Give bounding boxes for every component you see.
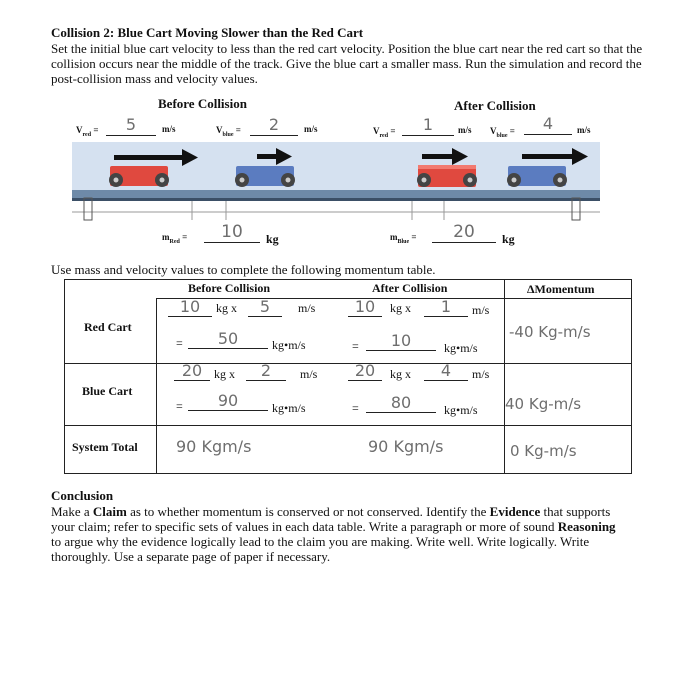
row-label-blue-cart: Blue Cart <box>82 384 133 398</box>
unit-ms: m/s <box>458 125 472 135</box>
unit-ms: m/s <box>304 124 318 134</box>
col-header-delta: ΔMomentum <box>527 282 595 296</box>
mass-row <box>162 224 562 248</box>
red-before-mass-velocity: 10 kg x 5 m/s <box>168 299 340 321</box>
mass-red-unit: kg <box>266 232 279 246</box>
velocity-row <box>76 114 686 143</box>
col-header-before: Before Collision <box>188 281 271 295</box>
blue-after-momentum: = 80 kg•m/s <box>352 393 478 417</box>
red-after-momentum: = 10 kg•m/s <box>352 331 478 355</box>
total-after: 90 Kgm/s <box>368 437 444 456</box>
instructions-text: Set the initial blue cart velocity to less than the red cart velocity. Position the blue cart near the red cart so that the collision occurs near the middle of the track. Give the blue cart a smaller mass. Run the simulation and record the post-collision mass and velocity values. <box>51 41 643 86</box>
momentum-table <box>64 279 634 475</box>
row-label-red-cart: Red Cart <box>84 320 132 334</box>
mass-blue-unit: kg <box>502 232 515 246</box>
vblue-before-value: 2 <box>250 115 298 136</box>
vblue-after-value: 4 <box>524 114 572 135</box>
page-title: Collision 2: Blue Cart Moving Slower than the Red Cart <box>51 25 364 40</box>
blue-cart-before <box>235 166 295 187</box>
vblue-before-label: $V_{blue}$ = <box>216 125 241 138</box>
mass-blue-value: 20 <box>432 222 496 243</box>
unit-ms: m/s <box>162 124 176 134</box>
blue-after-mass-velocity: 20 kg x 4 m/s <box>348 363 500 385</box>
blue-delta-momentum: 40 Kg-m/s <box>505 395 582 413</box>
vblue-after-label: $V_{blue}$ = <box>490 126 515 139</box>
red-after-mass-velocity: 10 kg x 1 m/s <box>348 299 500 321</box>
blue-before-momentum: = 90 kg•m/s <box>176 391 306 415</box>
row-label-system-total: System Total <box>72 440 138 454</box>
blue-before-mass-velocity: 20 kg x 2 m/s <box>174 363 346 385</box>
conclusion-text: Make a Claim as to whether momentum is conserved or not conserved. Identify the Evidence that supports your claim; refer to specific sets of values in each data table. Write a paragraph or more of sound Reasoning to argue why the evidence logically lead to the claim you are making. Write well. Write logically. Write thoroughly. Use a separate page of paper if necessary. <box>51 504 616 564</box>
track <box>72 190 600 220</box>
col-header-after: After Collision <box>372 281 448 295</box>
before-collision-heading: Before Collision <box>158 96 247 111</box>
unit-ms: m/s <box>577 125 591 135</box>
red-cart-after <box>417 165 477 187</box>
mass-red-value: 10 <box>204 222 260 243</box>
table-instruction: Use mass and velocity values to complete the following momentum table. <box>51 262 436 277</box>
collision-track-illustration <box>72 142 600 232</box>
vred-before-value: 5 <box>106 115 156 136</box>
conclusion-heading: Conclusion <box>51 488 114 503</box>
vred-after-label: $V_{red}$ = <box>373 126 396 139</box>
total-before: 90 Kgm/s <box>176 437 252 456</box>
vred-before-label: $V_{red}$ = <box>76 125 99 138</box>
mass-red-label: $m_{Red}$ = <box>162 232 188 245</box>
red-before-momentum: = 50 kg•m/s <box>176 329 306 352</box>
red-cart-before <box>109 166 169 187</box>
after-collision-heading: After Collision <box>454 98 536 113</box>
total-delta: 0 Kg-m/s <box>510 442 577 460</box>
vred-after-value: 1 <box>402 115 454 136</box>
mass-blue-label: $m_{Blue}$ = <box>390 232 417 245</box>
blue-cart-after <box>507 166 567 187</box>
red-delta-momentum: -40 Kg-m/s <box>509 323 591 341</box>
